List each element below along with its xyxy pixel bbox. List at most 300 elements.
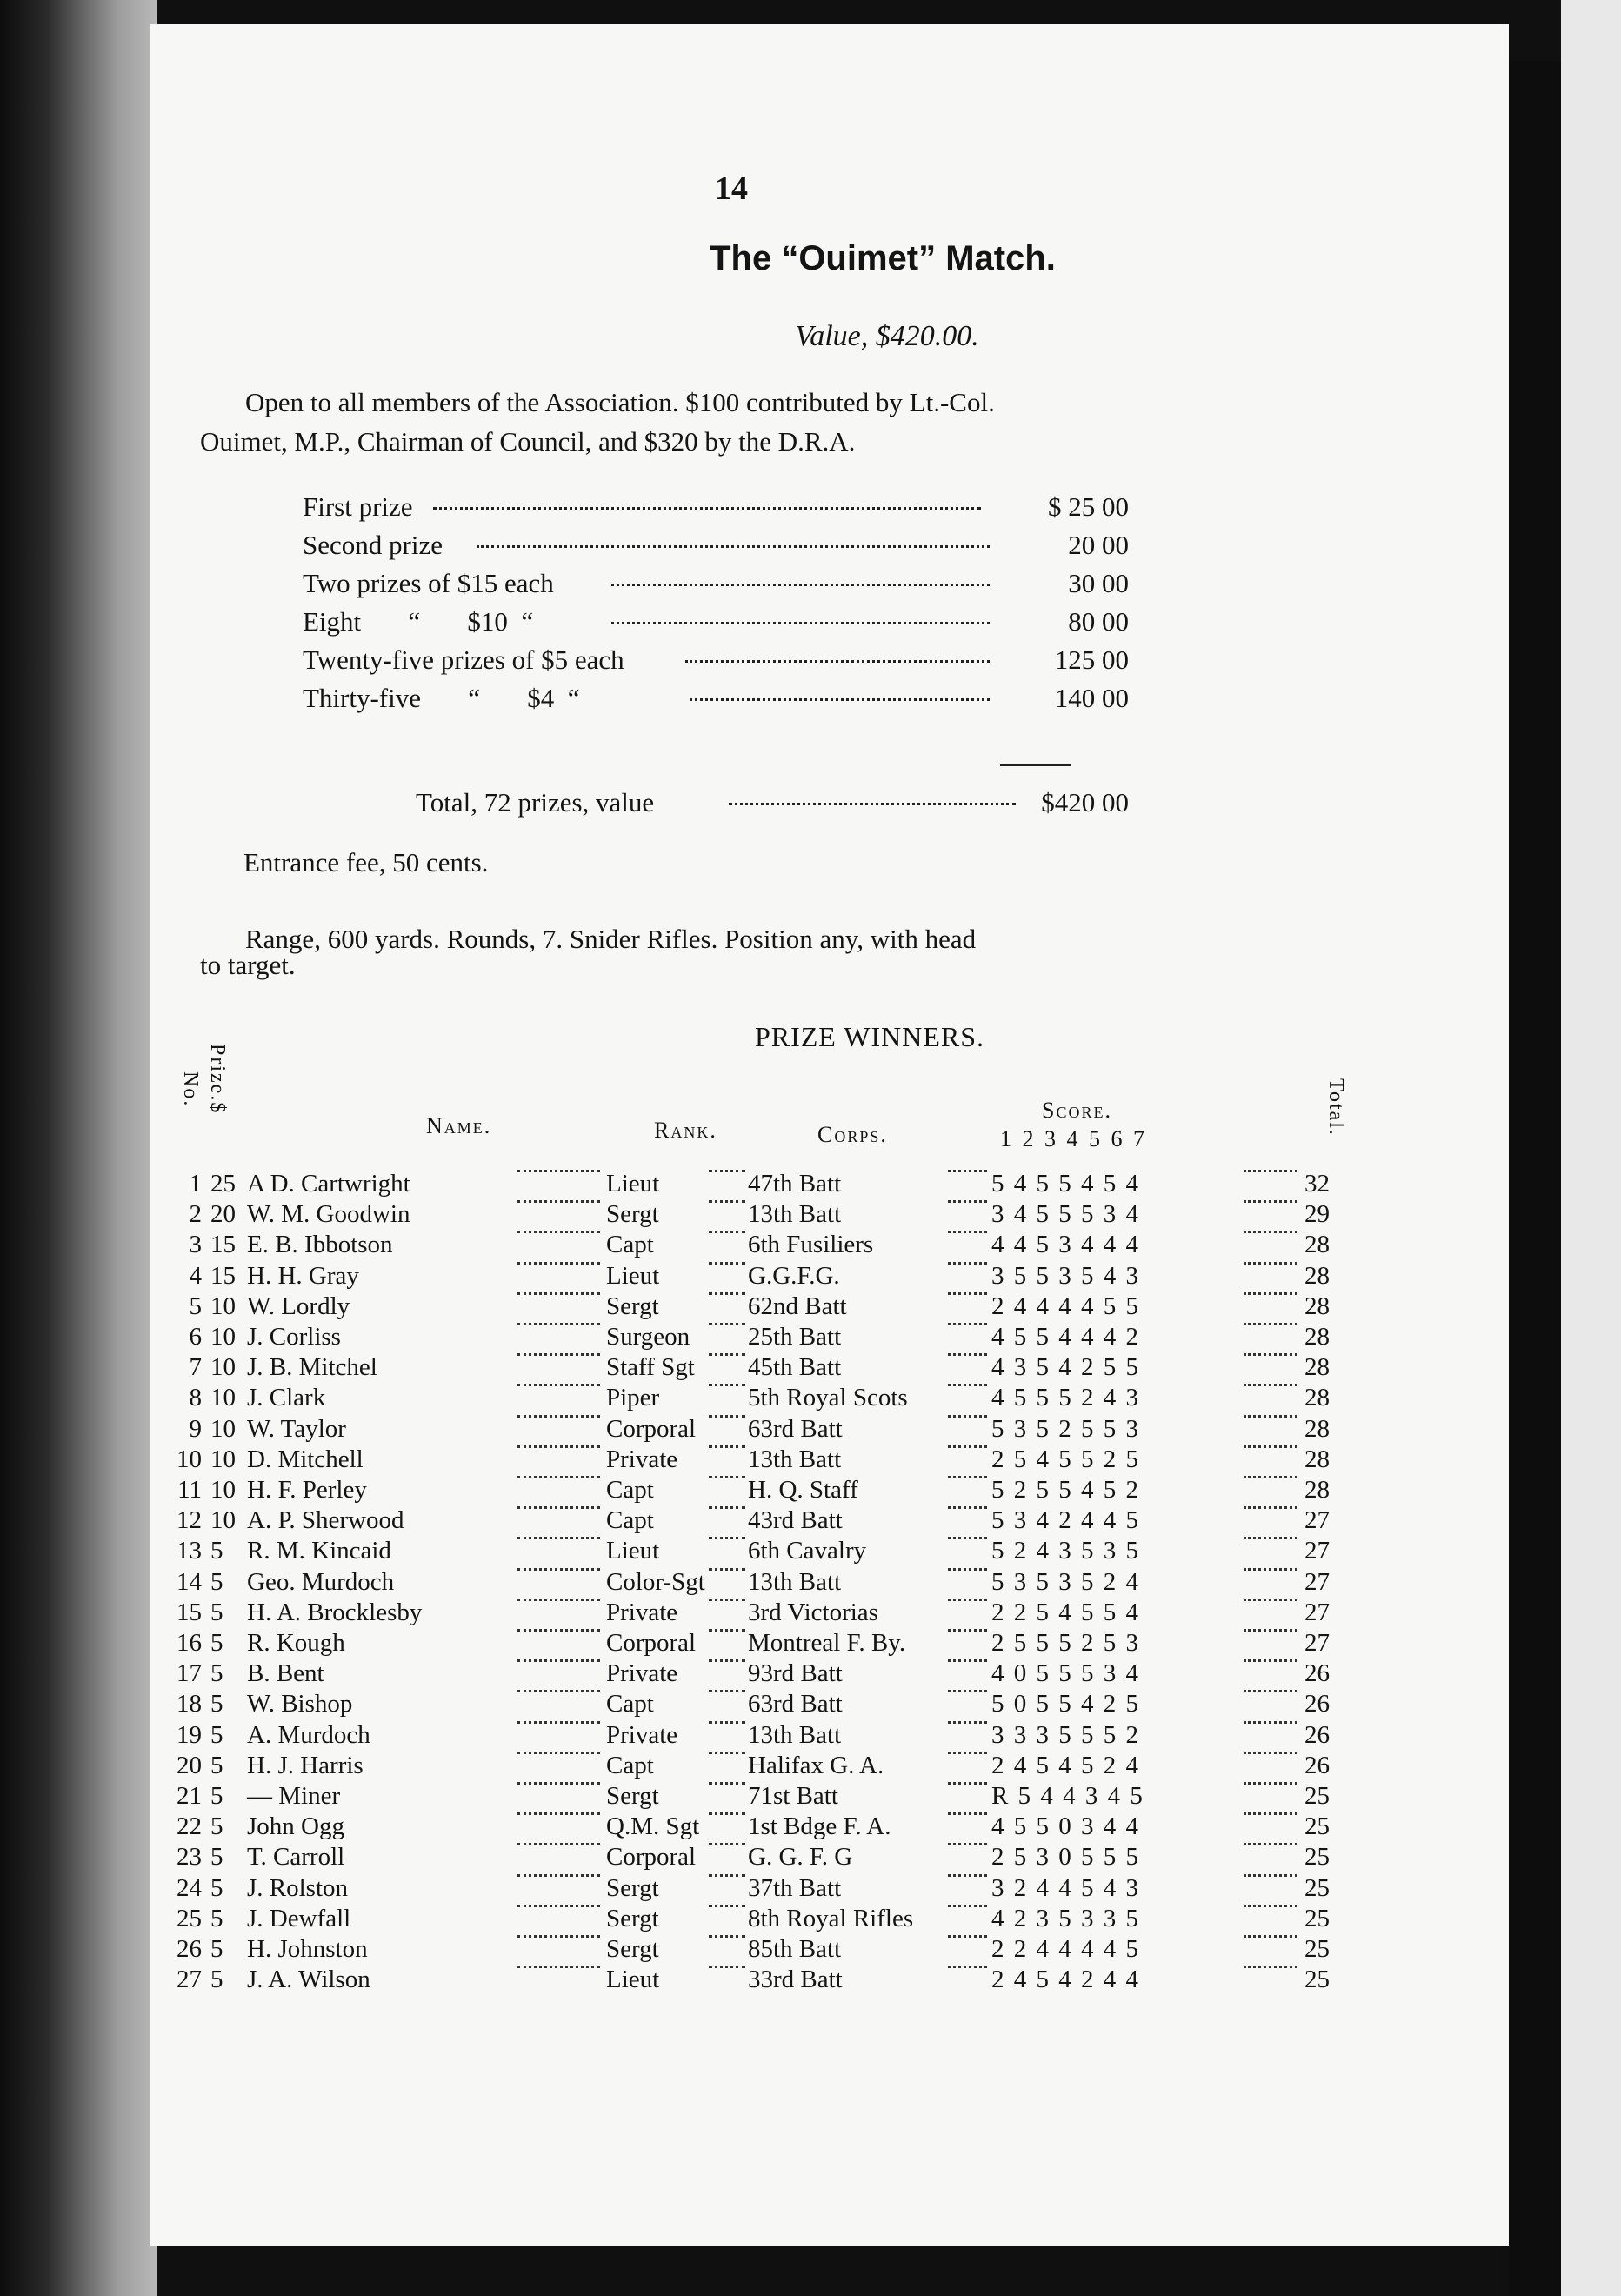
leader-dots: [948, 1782, 987, 1785]
leader-dots: [948, 1415, 987, 1418]
table-row: [174, 1782, 1365, 1812]
leader-dots: [1244, 1966, 1297, 1968]
winner-prize: 5: [210, 1598, 223, 1626]
winner-name: W. Bishop: [247, 1690, 353, 1719]
table-row: [174, 1568, 1365, 1598]
winner-total: 25: [1304, 1782, 1330, 1810]
winner-corps: 63rd Batt: [748, 1414, 843, 1443]
leader-dots: [709, 1231, 745, 1233]
winner-rank: Private: [606, 1445, 678, 1473]
winner-prize: 10: [210, 1292, 236, 1320]
leader-dots: [1244, 1690, 1297, 1692]
winner-prize: 5: [210, 1782, 223, 1810]
winner-number: 4: [189, 1261, 202, 1290]
leader-dots: [709, 1506, 745, 1509]
leader-dots: [948, 1170, 987, 1172]
winner-rank: Lieut: [606, 1966, 660, 1994]
leader-dots: [1244, 1262, 1297, 1265]
leader-dots: [948, 1506, 987, 1509]
total-amount: $420 00: [1041, 787, 1129, 818]
leader-dots: [709, 1476, 745, 1478]
prize-label: Thirty-five “ $4 “: [303, 683, 580, 713]
leader-dots: [709, 1170, 745, 1172]
winner-total: 27: [1304, 1567, 1330, 1596]
table-row: [174, 1476, 1365, 1505]
table-row: [174, 1843, 1365, 1872]
leader-dots: [948, 1353, 987, 1356]
winner-score: 2 4 4 4 4 5 5: [991, 1292, 1140, 1320]
leader-dots: [1244, 1629, 1297, 1632]
winner-prize: 10: [210, 1323, 236, 1351]
prize-leader-dots: [611, 622, 990, 624]
range-line-1: Range, 600 yards. Rounds, 7. Snider Rifles. Position any, with head: [245, 924, 977, 954]
winner-corps: 93rd Batt: [748, 1659, 843, 1688]
table-row: [174, 1262, 1365, 1292]
winner-prize: 25: [210, 1170, 236, 1198]
prize-row: [303, 683, 1129, 721]
winner-score: 5 0 5 5 4 2 5: [991, 1690, 1140, 1719]
winner-score: R 5 4 4 3 4 5: [991, 1782, 1144, 1810]
winner-corps: 6th Cavalry: [748, 1537, 867, 1565]
leader-dots: [517, 1752, 600, 1754]
winner-prize: 10: [210, 1506, 236, 1535]
winner-total: 27: [1304, 1598, 1330, 1626]
winner-prize: 5: [210, 1843, 223, 1872]
winner-prize: 5: [210, 1567, 223, 1596]
leader-dots: [709, 1384, 745, 1386]
winner-total: 28: [1304, 1323, 1330, 1351]
leader-dots: [948, 1292, 987, 1295]
column-header-name: Name.: [426, 1113, 492, 1138]
winner-score: 3 3 3 5 5 5 2: [991, 1720, 1140, 1749]
prize-row: [303, 606, 1129, 644]
winner-number: 22: [177, 1812, 202, 1841]
prize-label: Two prizes of $15 each: [303, 568, 554, 598]
leader-dots: [1244, 1812, 1297, 1815]
winner-number: 5: [189, 1292, 202, 1320]
winner-number: 19: [177, 1720, 202, 1749]
winner-prize: 5: [210, 1659, 223, 1688]
prize-list: [303, 491, 1129, 721]
winner-name: R. Kough: [247, 1629, 345, 1657]
winner-corps: 5th Royal Scots: [748, 1384, 908, 1412]
intro-line-1: Open to all members of the Association. $100 contributed by Lt.-Col.: [245, 387, 995, 417]
leader-dots: [1244, 1170, 1297, 1172]
winner-name: J. Dewfall: [247, 1904, 351, 1932]
leader-dots: [517, 1599, 600, 1601]
winner-score: 4 0 5 5 5 3 4: [991, 1659, 1140, 1688]
leader-dots: [1244, 1905, 1297, 1907]
winner-number: 17: [177, 1659, 202, 1688]
prize-leader-dots: [477, 545, 990, 548]
winner-rank: Sergt: [606, 1200, 659, 1229]
winner-total: 28: [1304, 1231, 1330, 1259]
leader-dots: [517, 1843, 600, 1845]
leader-dots: [1244, 1445, 1297, 1448]
winner-rank: Corporal: [606, 1843, 697, 1872]
winner-score: 5 4 5 5 4 5 4: [991, 1170, 1140, 1198]
winner-corps: 63rd Batt: [748, 1690, 843, 1719]
leader-dots: [1244, 1231, 1297, 1233]
winner-total: 28: [1304, 1445, 1330, 1473]
leader-dots: [1244, 1323, 1297, 1325]
winner-prize: 10: [210, 1353, 236, 1382]
leader-dots: [517, 1476, 600, 1478]
winner-total: 26: [1304, 1659, 1330, 1688]
leader-dots: [948, 1752, 987, 1754]
winner-name: — Miner: [247, 1782, 341, 1810]
winner-total: 32: [1304, 1170, 1330, 1198]
leader-dots: [1244, 1782, 1297, 1785]
winner-total: 25: [1304, 1966, 1330, 1994]
winner-number: 27: [177, 1966, 202, 1994]
page-number: 14: [715, 170, 748, 207]
leader-dots: [709, 1752, 745, 1754]
winner-score: 2 5 3 0 5 5 5: [991, 1843, 1140, 1872]
winner-score: 5 2 4 3 5 3 5: [991, 1537, 1140, 1565]
winner-score: 5 3 4 2 4 4 5: [991, 1506, 1140, 1535]
leader-dots: [709, 1629, 745, 1632]
winner-name: H. J. Harris: [247, 1751, 364, 1779]
winner-name: T. Carroll: [247, 1843, 345, 1872]
winner-total: 27: [1304, 1506, 1330, 1535]
prize-amount: $ 25 00: [1048, 491, 1129, 522]
winner-prize: 10: [210, 1414, 236, 1443]
winner-prize: 5: [210, 1751, 223, 1779]
winner-rank: Private: [606, 1720, 678, 1749]
winner-rank: Lieut: [606, 1537, 660, 1565]
winner-score: 2 4 5 4 5 2 4: [991, 1751, 1140, 1779]
winner-number: 14: [177, 1567, 202, 1596]
leader-dots: [948, 1476, 987, 1478]
winner-total: 27: [1304, 1629, 1330, 1657]
winner-name: B. Bent: [247, 1659, 324, 1688]
leader-dots: [948, 1262, 987, 1265]
winner-name: D. Mitchell: [247, 1445, 364, 1473]
winner-total: 29: [1304, 1200, 1330, 1229]
winner-corps: 33rd Batt: [748, 1966, 843, 1994]
table-row: [174, 1323, 1365, 1352]
leader-dots: [517, 1170, 600, 1172]
winner-rank: Color-Sgt: [606, 1567, 705, 1596]
prize-leader-dots: [611, 584, 990, 586]
winner-score: 2 2 4 4 4 4 5: [991, 1935, 1140, 1963]
winner-number: 12: [177, 1506, 202, 1535]
winner-number: 1: [189, 1170, 202, 1198]
leader-dots: [709, 1721, 745, 1724]
winner-number: 10: [177, 1445, 202, 1473]
winner-score: 2 5 4 5 5 2 5: [991, 1445, 1140, 1473]
winner-score: 4 3 5 4 2 5 5: [991, 1353, 1140, 1382]
range-line-2: to target.: [200, 950, 296, 980]
leader-dots: [709, 1323, 745, 1325]
winner-corps: 6th Fusiliers: [748, 1231, 874, 1259]
winner-rank: Surgeon: [606, 1323, 690, 1351]
table-row: [174, 1599, 1365, 1628]
leader-dots: [517, 1629, 600, 1632]
leader-dots: [517, 1935, 600, 1938]
leader-dots: [948, 1384, 987, 1386]
winner-prize: 5: [210, 1873, 223, 1902]
winner-rank: Capt: [606, 1506, 654, 1535]
total-rule: [1000, 764, 1071, 766]
leader-dots: [948, 1966, 987, 1968]
winner-prize: 15: [210, 1261, 236, 1290]
leader-dots: [709, 1935, 745, 1938]
winner-name: A D. Cartwright: [247, 1170, 410, 1198]
winner-prize: 5: [210, 1720, 223, 1749]
page-title: The “Ouimet” Match.: [710, 239, 1056, 277]
book-spine-shadow: [0, 0, 157, 2296]
table-row: [174, 1292, 1365, 1322]
winner-rank: Sergt: [606, 1935, 659, 1963]
winner-total: 26: [1304, 1720, 1330, 1749]
winner-name: A. P. Sherwood: [247, 1506, 404, 1535]
winner-score: 3 5 5 3 5 4 3: [991, 1261, 1140, 1290]
winner-name: H. F. Perley: [247, 1476, 367, 1504]
winner-corps: 13th Batt: [748, 1720, 842, 1749]
leader-dots: [517, 1721, 600, 1724]
range-paragraph: [200, 926, 1383, 978]
leader-dots: [517, 1200, 600, 1203]
leader-dots: [1244, 1476, 1297, 1478]
winner-name: W. Taylor: [247, 1414, 346, 1443]
facing-page-strip: [1561, 0, 1621, 2296]
table-row: [174, 1752, 1365, 1781]
leader-dots: [709, 1690, 745, 1692]
winner-number: 8: [189, 1384, 202, 1412]
winner-score: 2 2 5 4 5 5 4: [991, 1598, 1140, 1626]
winner-corps: 47th Batt: [748, 1170, 842, 1198]
table-row: [174, 1506, 1365, 1536]
leader-dots: [709, 1200, 745, 1203]
leader-dots: [1244, 1659, 1297, 1662]
winner-corps: 13th Batt: [748, 1445, 842, 1473]
winner-corps: 62nd Batt: [748, 1292, 847, 1320]
leader-dots: [948, 1200, 987, 1203]
winner-corps: 37th Batt: [748, 1873, 842, 1902]
winner-rank: Corporal: [606, 1414, 697, 1443]
winner-rank: Capt: [606, 1476, 654, 1504]
leader-dots: [709, 1843, 745, 1845]
winner-number: 23: [177, 1843, 202, 1872]
leader-dots: [517, 1659, 600, 1662]
winner-score: 3 4 5 5 5 3 4: [991, 1200, 1140, 1229]
winner-corps: 25th Batt: [748, 1323, 842, 1351]
winner-number: 15: [177, 1598, 202, 1626]
leader-dots: [517, 1384, 600, 1386]
leader-dots: [948, 1231, 987, 1233]
winner-corps: 13th Batt: [748, 1200, 842, 1229]
winner-number: 18: [177, 1690, 202, 1719]
leader-dots: [517, 1782, 600, 1785]
leader-dots: [517, 1353, 600, 1356]
winner-name: H. A. Brocklesby: [247, 1598, 423, 1626]
winner-corps: Halifax G. A.: [748, 1751, 884, 1779]
winner-score: 2 4 5 4 2 4 4: [991, 1966, 1140, 1994]
table-row: [174, 1445, 1365, 1475]
winner-rank: Private: [606, 1598, 678, 1626]
leader-dots: [1244, 1353, 1297, 1356]
leader-dots: [1244, 1292, 1297, 1295]
winner-name: E. B. Ibbotson: [247, 1231, 393, 1259]
winner-corps: Montreal F. By.: [748, 1629, 906, 1657]
leader-dots: [1244, 1568, 1297, 1571]
winner-number: 21: [177, 1782, 202, 1810]
leader-dots: [1244, 1843, 1297, 1845]
winner-score: 4 4 5 3 4 4 4: [991, 1231, 1140, 1259]
winner-total: 25: [1304, 1873, 1330, 1902]
prize-amount: 20 00: [1068, 530, 1129, 560]
intro-line-2: Ouimet, M.P., Chairman of Council, and $320 by the D.R.A.: [200, 426, 856, 457]
table-row: [174, 1690, 1365, 1719]
leader-dots: [517, 1231, 600, 1233]
winner-score: 4 2 3 5 3 3 5: [991, 1904, 1140, 1932]
winner-number: 7: [189, 1353, 202, 1382]
winner-corps: G.G.F.G.: [748, 1261, 840, 1290]
leader-dots: [517, 1690, 600, 1692]
winner-corps: G. G. F. G: [748, 1843, 853, 1872]
leader-dots: [1244, 1200, 1297, 1203]
winner-total: 28: [1304, 1353, 1330, 1382]
winner-corps: 3rd Victorias: [748, 1598, 878, 1626]
winner-number: 26: [177, 1935, 202, 1963]
winner-prize: 5: [210, 1966, 223, 1994]
winner-total: 26: [1304, 1690, 1330, 1719]
winner-name: A. Murdoch: [247, 1720, 370, 1749]
winner-rank: Capt: [606, 1231, 654, 1259]
winner-total: 25: [1304, 1843, 1330, 1872]
winner-score: 5 3 5 2 5 5 3: [991, 1414, 1140, 1443]
intro-paragraph: [200, 383, 1374, 461]
winner-rank: Piper: [606, 1384, 660, 1412]
winner-prize: 20: [210, 1200, 236, 1229]
winner-total: 25: [1304, 1812, 1330, 1841]
winner-rank: Sergt: [606, 1782, 659, 1810]
winner-score: 3 2 4 4 5 4 3: [991, 1873, 1140, 1902]
leader-dots: [948, 1935, 987, 1938]
winner-name: J. Rolston: [247, 1873, 349, 1902]
prize-row: [303, 644, 1129, 683]
total-row: [416, 787, 1129, 825]
winner-total: 27: [1304, 1537, 1330, 1565]
leader-dots: [517, 1415, 600, 1418]
table-row: [174, 1353, 1365, 1383]
leader-dots: [517, 1905, 600, 1907]
winner-rank: Sergt: [606, 1292, 659, 1320]
table-row: [174, 1170, 1365, 1199]
winner-prize: 5: [210, 1537, 223, 1565]
leader-dots: [948, 1629, 987, 1632]
prize-leader-dots: [690, 698, 990, 701]
winner-rank: Lieut: [606, 1261, 660, 1290]
leader-dots: [948, 1568, 987, 1571]
table-row: [174, 1935, 1365, 1965]
leader-dots: [1244, 1537, 1297, 1539]
leader-dots: [1244, 1415, 1297, 1418]
table-row: [174, 1537, 1365, 1566]
leader-dots: [517, 1445, 600, 1448]
prize-winners-heading: PRIZE WINNERS.: [754, 1021, 985, 1052]
leader-dots: [709, 1353, 745, 1356]
winner-rank: Sergt: [606, 1904, 659, 1932]
leader-dots: [517, 1506, 600, 1509]
winner-rank: Lieut: [606, 1170, 660, 1198]
prize-label: Eight “ $10 “: [303, 606, 534, 637]
winner-rank: Capt: [606, 1690, 654, 1719]
table-row: [174, 1415, 1365, 1445]
leader-dots: [709, 1599, 745, 1601]
winner-prize: 5: [210, 1935, 223, 1963]
leader-dots: [709, 1262, 745, 1265]
winner-rank: Private: [606, 1659, 678, 1688]
column-header-corps: Corps.: [817, 1122, 888, 1147]
leader-dots: [709, 1812, 745, 1815]
prize-row: [303, 568, 1129, 606]
total-label: Total, 72 prizes, value: [416, 787, 655, 818]
leader-dots: [709, 1415, 745, 1418]
winner-name: J. A. Wilson: [247, 1966, 370, 1994]
winner-score: 2 5 5 5 2 5 3: [991, 1629, 1140, 1657]
leader-dots: [709, 1537, 745, 1539]
winner-corps: 43rd Batt: [748, 1506, 843, 1535]
winner-prize: 5: [210, 1629, 223, 1657]
leader-dots: [948, 1905, 987, 1907]
winner-prize: 5: [210, 1690, 223, 1719]
winner-number: 3: [189, 1231, 202, 1259]
winner-corps: H. Q. Staff: [748, 1476, 858, 1504]
leader-dots: [948, 1721, 987, 1724]
winner-number: 25: [177, 1904, 202, 1932]
leader-dots: [709, 1905, 745, 1907]
winner-total: 28: [1304, 1384, 1330, 1412]
winner-number: 6: [189, 1323, 202, 1351]
table-row: [174, 1721, 1365, 1751]
winner-name: J. B. Mitchel: [247, 1353, 377, 1382]
table-row: [174, 1629, 1365, 1659]
winner-number: 11: [177, 1476, 202, 1504]
leader-dots: [1244, 1721, 1297, 1724]
leader-dots: [709, 1782, 745, 1785]
table-row: [174, 1812, 1365, 1842]
winner-name: R. M. Kincaid: [247, 1537, 391, 1565]
winner-name: John Ogg: [247, 1812, 344, 1841]
winner-name: J. Clark: [247, 1384, 326, 1412]
winner-total: 28: [1304, 1476, 1330, 1504]
winner-rank: Q.M. Sgt: [606, 1812, 700, 1841]
leader-dots: [517, 1537, 600, 1539]
facing-page-edge: [1509, 61, 1561, 2296]
winner-prize: 10: [210, 1384, 236, 1412]
winner-corps: 1st Bdge F. A.: [748, 1812, 891, 1841]
winner-rank: Staff Sgt: [606, 1353, 695, 1382]
winner-name: Geo. Murdoch: [247, 1567, 395, 1596]
leader-dots: [1244, 1506, 1297, 1509]
prize-leader-dots: [433, 507, 981, 510]
winner-rank: Capt: [606, 1751, 654, 1779]
winner-number: 24: [177, 1873, 202, 1902]
winner-total: 28: [1304, 1414, 1330, 1443]
prize-amount: 125 00: [1054, 644, 1129, 675]
winner-name: H. H. Gray: [247, 1261, 359, 1290]
prize-label: Second prize: [303, 530, 443, 560]
winner-name: H. Johnston: [247, 1935, 368, 1963]
winner-corps: 8th Royal Rifles: [748, 1904, 914, 1932]
winner-corps: 85th Batt: [748, 1935, 842, 1963]
winner-total: 26: [1304, 1751, 1330, 1779]
winner-score: 4 5 5 4 4 4 2: [991, 1323, 1140, 1351]
winner-prize: 5: [210, 1904, 223, 1932]
